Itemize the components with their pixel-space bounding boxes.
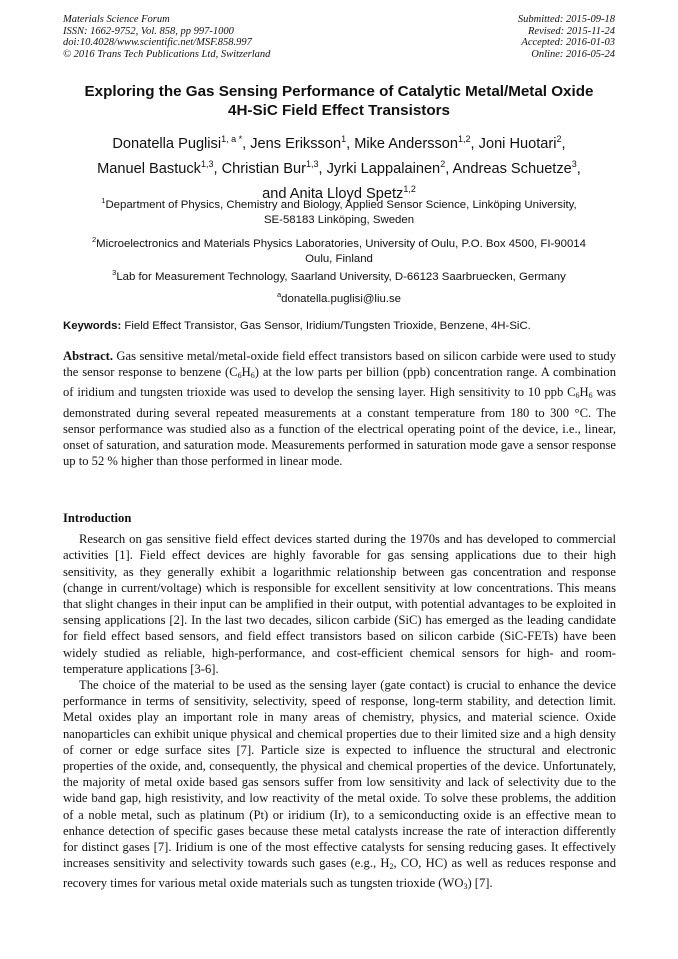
paragraph: The choice of the material to be used as the sensing layer (gate contact) is crucial to enhance the device performance in terms of sensitivity, selectivity, speed of response, long-term stability, and detection limit. Metal oxides play an important role in many areas of chemistry, physics, and material science. Oxide nanoparticles can exhibit unique physical and chemical properties due to their limited size and a high density of corner or edge surface sites [7]. Particle size is expected to influence the structural and electronic properties of the oxide, and, consequently, the physical and chemical properties of the device. Unfortunately, the majority of metal oxide based gas sensors suffer from low sensitivity and lack of selectivity due to the wide band gap, high resistivity, and low reactivity of the metal oxide. To solve these problems, the addition of a noble metal, such as platinum (Pt) or iridium (Ir), to a semiconducting oxide is an effective mean to enhance detection of specific gases because these metal catalysts increase the rate of interaction differently for distinct gases [7]. Iridium is one of the most effective catalysts for sensing reducing gases. It effectively increases sensitivity and selectivity towards such gases (e.g., $H_2$, CO, HC) as well as reduces response and recovery times for various metal oxide materials such as tungsten trioxide $(WO_3)$ [7]. (63, 678, 616, 892)
corresponding-email: $^a$donatella.puglisi@liu.se (276, 290, 402, 305)
affiliation-3: $^3$Lab for Measurement Technology, Saarland University, D-66123 Saarbruecken, Germany (112, 268, 566, 283)
journal-header (63, 14, 615, 60)
keywords (63, 320, 638, 332)
section-heading: Introduction (63, 511, 132, 525)
journal-copyright: © 2016 Trans Tech Publications Ltd, Switzerland (63, 48, 271, 60)
author: Mike Andersson$^{1,2}$, (354, 134, 479, 152)
affiliation-1: $^1$Department of Physics, Chemistry and Biology, Applied Sensor Science, Linköping University, SE-58183 Linköping, Sweden (101, 196, 577, 226)
author: Donatella Puglisi$^{1, a *}$, (112, 134, 251, 152)
author: Manuel Bastuck$^{1,3}$, (97, 158, 222, 177)
author-name: Jyrki Lappalainen (326, 160, 441, 177)
author-name: Mike Andersson (354, 135, 459, 152)
author-affil: 1,3 (305, 158, 319, 169)
introduction-section (63, 510, 616, 896)
author-name: Jens Eriksson (250, 135, 342, 152)
keywords-label: Keywords: (63, 320, 122, 332)
date-revised: Revised: 2015-11-24 (528, 25, 615, 37)
keywords-text: Field Effect Transistor, Gas Sensor, Iridium/Tungsten Trioxide, Benzene, 4H-SiC. (121, 320, 531, 332)
author: Christian Bur$^{1,3}$, (221, 158, 327, 177)
journal-name: Materials Science Forum (63, 14, 170, 25)
author-affil: 3 (571, 158, 577, 169)
author-name: Andreas Schuetze (452, 160, 572, 177)
author: Joni Huotari$^2$, (478, 134, 566, 152)
paper-title (40, 82, 638, 120)
title-line: 4H-SiC Field Effect Transistors (228, 102, 450, 119)
journal-info (63, 14, 270, 60)
journal-doi: doi:10.4028/www.scientific.net/MSF.858.997 (63, 37, 252, 48)
author-affil: 1,2 (458, 134, 471, 144)
paragraph: Research on gas sensitive field effect devices started during the 1970s and has developed to commercial activities [1]. Field effect devices are highly favorable for gas sensing applications due to their high sensitivity, as they generally exhibit a logarithmic relationship between gas concentration and response (change in current/voltage) which is responsible for excellent sensitivity at low concentrations. This means that slight changes in their input can be amplified in their output, with potential advantages to be exploited in sensing applications [2]. In the last two decades, silicon carbide (SiC) has emerged as the leading candidate for field effect based sensors, and field effect transistors based on silicon carbide (SiC-FETs) have been widely studied as reliable, high-performance, and cost-efficient chemical sensors for high- and room-temperature applications [3-6]. (63, 532, 616, 676)
title-line: Exploring the Gas Sensing Performance of Catalytic Metal/Metal Oxide (84, 83, 594, 100)
author-name: Manuel Bastuck (97, 160, 201, 177)
author-name: Donatella Puglisi (112, 135, 222, 152)
author-affil: 1,2 (403, 183, 416, 194)
journal-issn: ISSN: 1662-9752, Vol. 858, pp 997-1000 (63, 25, 234, 37)
date-submitted: Submitted: 2015-09-18 (517, 14, 615, 25)
date-accepted: Accepted: 2016-01-03 (521, 37, 615, 48)
author: Andreas Schuetze$^3$, (452, 158, 581, 177)
abstract: Abstract. Gas sensitive metal/metal-oxide field effect transistors based on silicon carbide were used to study the sensor response to benzene $(C_6H_6)$ at the low parts per billion (ppb) concentration range. A combination of iridium and tungsten trioxide was used to develop the sensing layer. High sensitivity to 10 ppb $C_6H_6$ was demonstrated during several repeated measurements at a constant temperature from 180 to 300 °C. The sensor performance was studied also as a function of the electrical operating point of the device, i.e., linear, onset of saturation, and saturation mode. Measurements performed in saturation mode gave a sensor response up to 52 % higher than those performed in linear mode. (63, 349, 617, 469)
author: Jyrki Lappalainen$^2$, (326, 158, 453, 177)
author-affil: 1,3 (200, 158, 214, 169)
date-online: Online: 2016-05-24 (531, 48, 615, 60)
author-affil: 2 (440, 158, 446, 169)
author-name: Joni Huotari (478, 135, 557, 152)
author: Jens Eriksson$^1$, (250, 134, 355, 152)
abstract-label: Abstract. (63, 349, 114, 363)
author-affil: 1, a * (221, 134, 243, 144)
author-name: and Anita Lloyd Spetz (262, 185, 404, 202)
author-affil: 1 (341, 134, 347, 144)
affiliation-2: $^2$Microelectronics and Materials Physics Laboratories, University of Oulu, P.O. Box 4500, FI-90014 Oulu, Finland (92, 235, 586, 265)
publication-dates (518, 14, 615, 60)
author-name: Christian Bur (221, 160, 306, 177)
author-affil: 2 (556, 134, 562, 144)
email-link[interactable]: donatella.puglisi@liu.se (281, 292, 402, 305)
